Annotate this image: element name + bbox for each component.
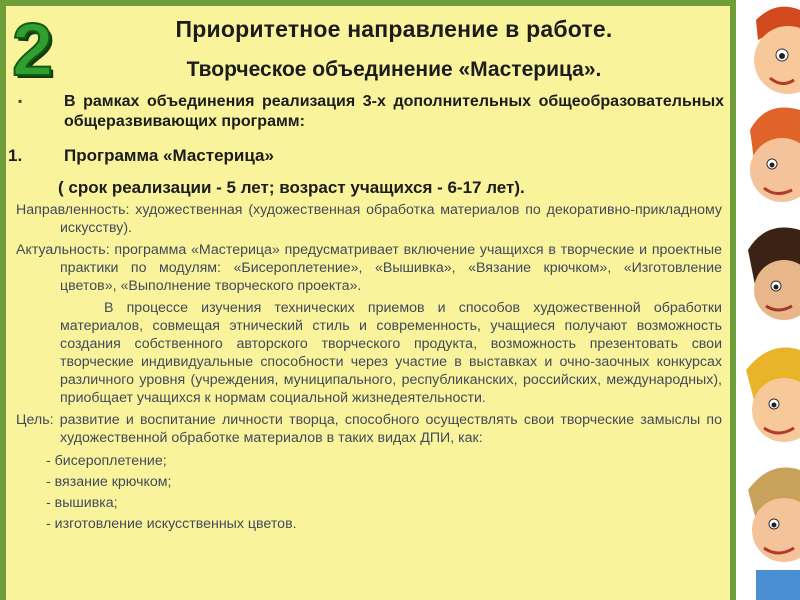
slide-number-badge: 2 [12, 8, 54, 91]
program-name: Программа «Мастерица» [64, 146, 274, 165]
program-number: 1. [8, 146, 23, 165]
goal-item: - изготовление искусственных цветов. [46, 516, 297, 532]
bullet-icon: ▪ [18, 94, 23, 108]
goal-item: - бисероплетение; [46, 453, 167, 469]
children-illustration [736, 0, 800, 600]
direction-paragraph: Направленность: художественная (художественная обработка материалов по декоративно-прикладному искусству). [16, 202, 722, 236]
intro-text: В рамках объединения реализация 3-х дополнительных общеобразовательных общеразвивающих программ: [64, 93, 724, 130]
children-faces-image [736, 0, 800, 600]
goal-item: - вышивка; [46, 495, 118, 511]
goal-item: - вязание крючком; [46, 474, 172, 490]
program-heading [8, 146, 708, 166]
program-description [16, 201, 722, 535]
page-title: Приоритетное направление в работе. [175, 16, 613, 42]
page-subtitle: Творческое объединение «Мастерица». [186, 58, 602, 81]
relevance-paragraph: Актуальность: программа «Мастерица» предусматривает включение учащихся в творческие и проектные практики по модулям: «Бисероплетение», «Вышивка», «Вязание крючком», «Изготовление цветов», «Выполнение творческого проекта». [16, 242, 722, 294]
program-period: ( срок реализации - 5 лет; возраст учащихся - 6-17 лет). [58, 178, 525, 197]
intro-bullet [18, 92, 724, 132]
process-paragraph: В процессе изучения технических приемов и способов художественной обработки материалов, совмещая этнический стиль и современность, учащиеся получают возможность создания собственного авторского творческого продукта, возможность презентовать свои творческие индивидуальные способности через участие в выставках и очно-заочных конкурсах различного уровня (учреждения, муниципального, республиканских, российских, международных), приобщает учащихся к нормам социальной жизнедеятельности. [60, 300, 722, 406]
goal-paragraph: Цель: развитие и воспитание личности творца, способного осуществлять свои творческие замыслы по художественной обработке материалов в таких видах ДПИ, как: [16, 412, 722, 446]
